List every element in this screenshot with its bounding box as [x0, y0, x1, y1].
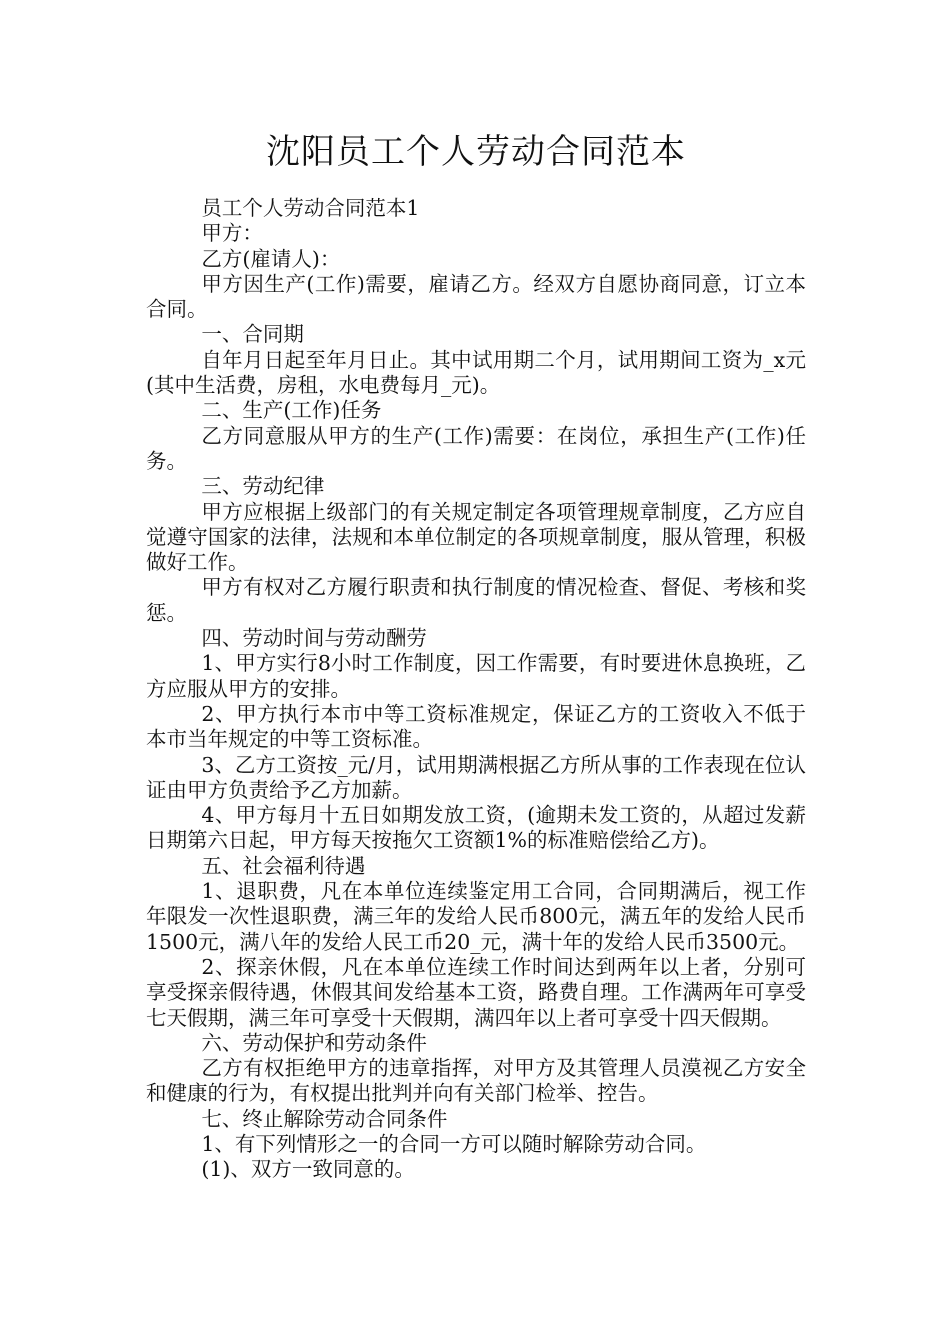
section-heading: 四、劳动时间与劳动酬劳: [201, 626, 427, 651]
section-heading: 七、终止解除劳动合同条件: [201, 1106, 448, 1131]
document-page: [146, 0, 806, 1183]
contract-heading: 员工个人劳动合同范本1: [201, 196, 420, 220]
document-body: [146, 196, 806, 1183]
section-heading: 一、合同期: [201, 322, 304, 347]
document-title: 沈阳员工个人劳动合同范本: [266, 132, 686, 172]
paragraph: 3、乙方工资按_元/月，试用期满根据乙方所从事的工作表现在位认证由甲方负责给予乙方加薪。: [146, 752, 806, 802]
party-b-line: 乙方(雇请人)：: [201, 246, 341, 271]
paragraph: 甲方应根据上级部门的有关规定制定各项管理规章制度，乙方应自觉遵守国家的法律，法规和本单位制定的各项规章制度，服从管理，积极做好工作。: [146, 499, 806, 575]
paragraph: 1、有下列情形之一的合同一方可以随时解除劳动合同。: [201, 1131, 707, 1156]
paragraph: 乙方同意服从甲方的生产(工作)需要：在岗位，承担生产(工作)任务。: [146, 423, 806, 473]
paragraph: 甲方有权对乙方履行职责和执行制度的情况检查、督促、考核和奖惩。: [146, 575, 806, 625]
paragraph: 甲方因生产(工作)需要，雇请乙方。经双方自愿协商同意，订立本合同。: [146, 271, 806, 322]
party-a-line: 甲方：: [201, 221, 263, 246]
paragraph: 1、甲方实行8小时工作制度，因工作需要，有时要进休息换班，乙方应服从甲方的安排。: [146, 651, 806, 701]
paragraph: 4、甲方每月十五日如期发放工资，(逾期未发工资的，从超过发薪日期第六日起，甲方每天按拖欠工资额1%的标准赔偿给乙方)。: [146, 803, 806, 853]
paragraph: 2、探亲休假，凡在本单位连续工作时间达到两年以上者，分别可享受探亲假待遇，休假其间发给基本工资，路费自理。工作满两年可享受七天假期，满三年可享受十天假期，满四年以上者可享受十四天假期。: [146, 954, 806, 1030]
paragraph: 乙方有权拒绝甲方的违章指挥，对甲方及其管理人员漠视乙方安全和健康的行为，有权提出批判并向有关部门检举、控告。: [146, 1056, 806, 1106]
paragraph: 自年月日起至年月日止。其中试用期二个月，试用期间工资为_x元(其中生活费，房租，水电费每月_元)。: [146, 347, 806, 398]
paragraph: 1、退职费，凡在本单位连续鉴定用工合同，合同期满后，视工作年限发一次性退职费，满三年的发给人民币800元，满五年的发给人民币1500元，满八年的发给人民工币20_元，满十年的发给人民币3500元。: [146, 879, 806, 954]
paragraph: 2、甲方执行本市中等工资标准规定，保证乙方的工资收入不低于本市当年规定的中等工资标准。: [146, 701, 806, 752]
section-heading: 六、劳动保护和劳动条件: [201, 1030, 427, 1055]
section-heading: 五、社会福利待遇: [201, 853, 366, 878]
section-heading: 二、生产(工作)任务: [201, 398, 382, 423]
paragraph: (1)、双方一致同意的。: [201, 1157, 415, 1182]
section-heading: 三、劳动纪律: [201, 474, 325, 499]
